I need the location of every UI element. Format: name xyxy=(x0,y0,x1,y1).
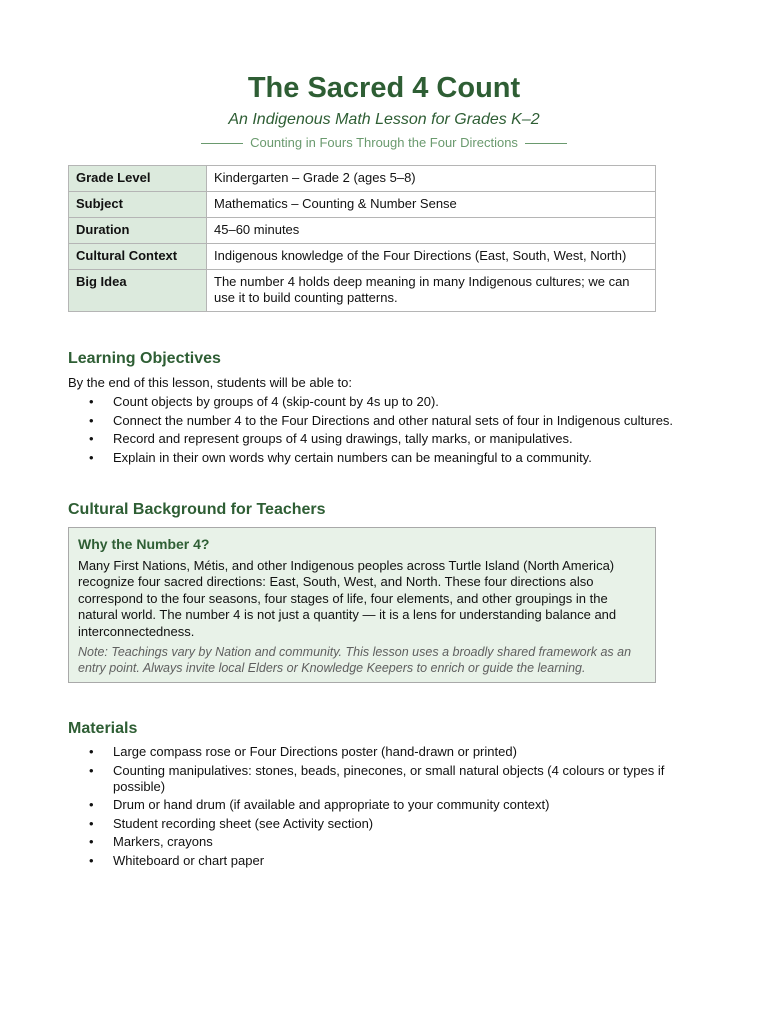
list-item-text: Markers, crayons xyxy=(113,834,213,849)
tagline-rule-left xyxy=(201,143,243,144)
list-item xyxy=(68,834,700,850)
tagline xyxy=(68,134,700,152)
callout-body: Many First Nations, Métis, and other Indigenous peoples across Turtle Island (North America) recognize four sacred directions: East, South, West, and North. These four directions also correspond to the four seasons, four stages of life, four elements, and other groupings in the natural world. The number 4 is not just a quantity — it is a lens for understanding balance and interconnectedness. xyxy=(78,557,617,639)
list-item-text: Drum or hand drum (if available and appropriate to your community context) xyxy=(113,797,550,812)
tagline-text: Counting in Fours Through the Four Directions xyxy=(250,135,518,150)
list-item-text: Explain in their own words why certain numbers can be meaningful to a community. xyxy=(113,449,592,465)
document-subtitle: An Indigenous Math Lesson for Grades K–2 xyxy=(228,111,540,128)
learning-objectives-section xyxy=(68,349,700,466)
list-item xyxy=(68,763,700,795)
objectives-list xyxy=(68,394,700,466)
row-value: Kindergarten – Grade 2 (ages 5–8) xyxy=(207,166,656,192)
callout-box xyxy=(68,527,656,684)
bullet-icon: • xyxy=(89,797,94,812)
row-value: The number 4 holds deep meaning in many Indigenous cultures; we can use it to build counting patterns. xyxy=(207,270,656,312)
bullet-icon: • xyxy=(89,394,94,409)
document-title: The Sacred 4 Count xyxy=(247,72,521,104)
row-key: Grade Level xyxy=(69,166,207,192)
section-heading: Learning Objectives xyxy=(68,350,221,367)
list-item xyxy=(68,853,700,869)
materials-section xyxy=(68,719,700,869)
list-item xyxy=(68,797,700,813)
row-value: Mathematics – Counting & Number Sense xyxy=(207,192,656,218)
row-key: Subject xyxy=(69,192,207,218)
list-item-text: Large compass rose or Four Directions poster (hand-drawn or printed) xyxy=(113,744,517,759)
table-row xyxy=(69,244,656,270)
list-item xyxy=(68,816,700,832)
cultural-background-section xyxy=(68,500,700,684)
row-key: Cultural Context xyxy=(69,244,207,270)
row-key: Big Idea xyxy=(69,270,207,312)
bullet-icon: • xyxy=(89,449,94,465)
list-item xyxy=(68,450,700,466)
list-item-text: Student recording sheet (see Activity section) xyxy=(113,815,374,831)
bullet-icon: • xyxy=(89,852,94,868)
row-value: 45–60 minutes xyxy=(207,218,656,244)
section-heading: Materials xyxy=(68,720,138,737)
table-row xyxy=(69,192,656,218)
table-row xyxy=(69,270,656,312)
table-row xyxy=(69,218,656,244)
list-item xyxy=(68,413,700,429)
objectives-intro: By the end of this lesson, students will be able to: xyxy=(68,375,353,390)
lesson-info-table xyxy=(68,165,656,312)
row-value: Indigenous knowledge of the Four Directions (East, South, West, North) xyxy=(207,244,656,270)
bullet-icon: • xyxy=(89,412,94,428)
callout-title: Why the Number 4? xyxy=(78,535,210,552)
list-item xyxy=(68,744,700,760)
callout-note: Note: Teachings vary by Nation and community. This lesson uses a broadly shared framework as an entry point. Always invite local Elders or Knowledge Keepers to enrich or guide the learning. xyxy=(78,645,632,675)
tagline-rule-right xyxy=(525,143,567,144)
bullet-icon: • xyxy=(89,834,94,849)
list-item xyxy=(68,394,700,410)
list-item-text: Whiteboard or chart paper xyxy=(113,852,265,868)
list-item-text: Record and represent groups of 4 using drawings, tally marks, or manipulatives. xyxy=(113,431,573,446)
row-key: Duration xyxy=(69,218,207,244)
list-item-text: Counting manipulatives: stones, beads, pinecones, or small natural objects (4 colours or types if possible) xyxy=(113,762,665,794)
list-item xyxy=(68,431,700,447)
bullet-icon: • xyxy=(89,815,94,831)
bullet-icon: • xyxy=(89,744,94,759)
table-row xyxy=(69,166,656,192)
section-heading: Cultural Background for Teachers xyxy=(68,500,326,518)
bullet-icon: • xyxy=(89,431,94,446)
list-item-text: Connect the number 4 to the Four Directions and other natural sets of four in Indigenous cultures. xyxy=(113,412,674,428)
bullet-icon: • xyxy=(89,762,94,778)
materials-list xyxy=(68,744,700,869)
list-item-text: Count objects by groups of 4 (skip-count by 4s up to 20). xyxy=(113,394,439,409)
